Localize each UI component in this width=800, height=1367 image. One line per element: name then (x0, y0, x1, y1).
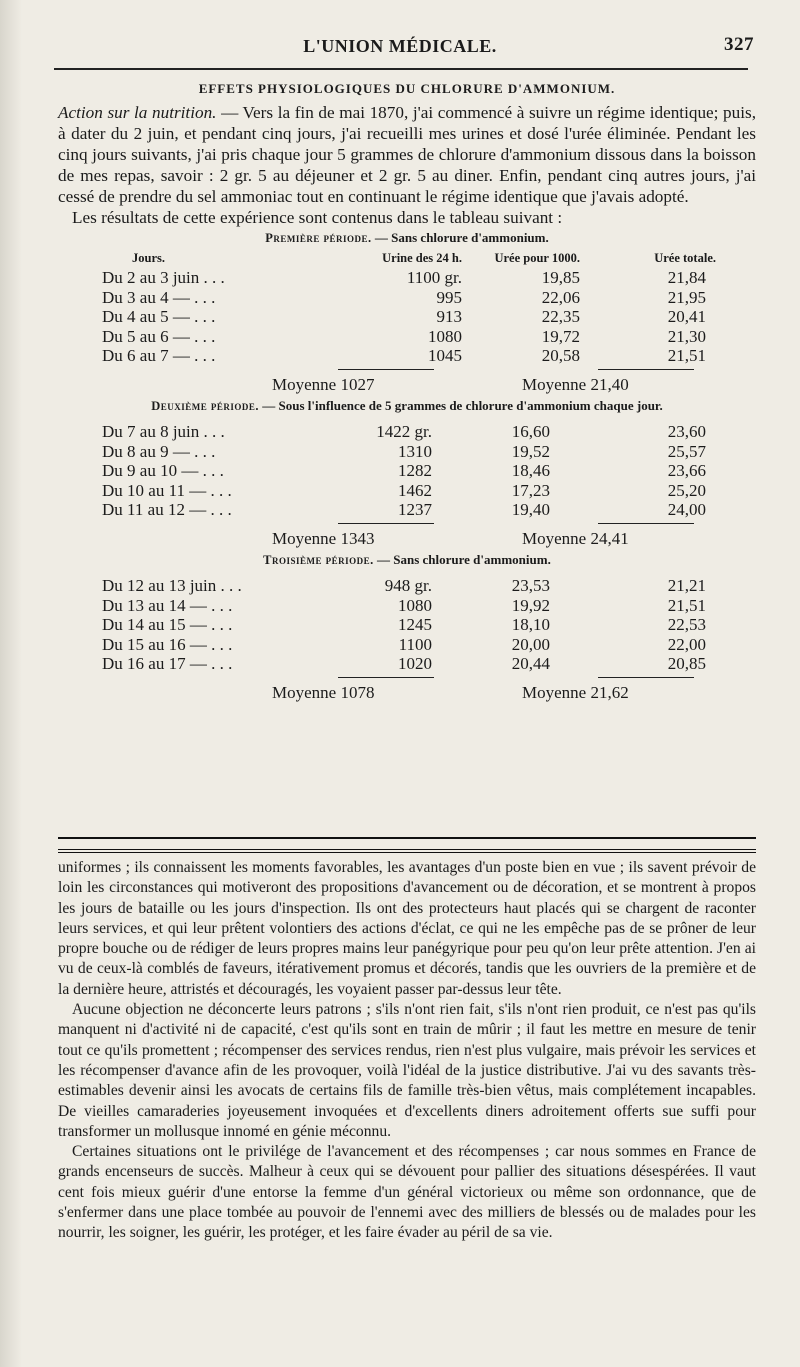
cell-uree: 22,35 (541, 307, 580, 327)
section-separator (58, 837, 756, 850)
cell-urine: 1237 (398, 500, 432, 520)
sum-rule (598, 369, 694, 370)
cell-urine: 1245 (398, 615, 432, 635)
period-description: — Sans chlorure d'ammonium. (373, 551, 551, 567)
cell-total: 23,66 (667, 461, 706, 481)
cell-total: 25,57 (667, 441, 706, 461)
running-head (58, 30, 754, 60)
cell-days: Du 7 au 8 juin . . . (102, 421, 225, 441)
sum-rule (598, 523, 694, 524)
sum-rule (338, 677, 434, 678)
feuilleton-paragraph: Certaines situations ont le privilége de l'avancement et des récompenses ; car nous sommes en France de grands encenseurs de succès. Malheur à ceux qui se dévouent pour pallier des situations désespérées. Il vaut cent fois mieux guérir d'une entorse la femme d'un général victorieux ou même son ordonnance, que de s'enfermer dans une place tombée au pouvoir de l'ennemi avec des milliers de blessés ou de malades pour les nourrir, les soigner, les guérir, les protéger, et les faire évader au péril de sa vie. (58, 1143, 756, 1242)
cell-days: Du 13 au 14 — . . . (102, 595, 233, 615)
period-table (58, 248, 756, 366)
period-label: Troisième période. (263, 552, 374, 567)
cell-urine: 1100 (398, 634, 432, 654)
table-row (58, 327, 756, 347)
period-heading (58, 228, 756, 248)
period-description: — Sans chlorure d'ammonium. (371, 230, 549, 245)
feuilleton-paragraph: uniformes ; ils connaissent les moments favorables, les avantages d'un poste bien en vue ; ils savent prévoir de loin les circonstances qui motiveront des propositions d'avancement ou de décoration, et se montrent à propos les jours de bataille ou les jours d'inspection. Ils ont des protecteurs haut placés qui se chargent de raconter leurs services, et qui leur prêtent volontiers des actions d'éclat, ce qui ne les empêche pas de se prôner de leur propre bouche ou de rédiger de leurs propres mains leur panégyrique pour peu qu'on leur prête attention. J'en ai vu de ceux-là comblés de faveurs, itérativement promus et décorés, tandis que les ouvriers de la première et de la dernière heure, attristés et découragés, les voyaient passer par-dessus leur tête. (58, 859, 756, 998)
cell-uree: 22,06 (541, 287, 580, 307)
average-total: Moyenne 21,40 (522, 374, 629, 394)
header-rule (54, 68, 748, 70)
cell-total: 21,21 (667, 575, 706, 595)
section-separator-thin (58, 852, 756, 853)
average-urine: Moyenne 1078 (272, 682, 375, 702)
cell-days: Du 16 au 17 — . . . (102, 654, 233, 674)
cell-days: Du 3 au 4 — . . . (102, 287, 216, 307)
cell-total: 23,60 (667, 421, 706, 441)
cell-days: Du 4 au 5 — . . . (102, 307, 216, 327)
cell-uree: 19,85 (541, 268, 580, 287)
cell-urine: 913 (436, 307, 462, 327)
cell-total: 20,41 (667, 307, 706, 327)
cell-uree: 18,46 (511, 461, 550, 481)
cell-days: Du 10 au 11 — . . . (102, 480, 232, 500)
table-row (58, 635, 756, 655)
average-row (58, 366, 756, 396)
period-label: Première période. (265, 231, 372, 245)
cell-total: 24,00 (667, 500, 706, 520)
cell-uree: 20,58 (541, 346, 580, 366)
table-row (58, 576, 756, 596)
cell-days: Du 14 au 15 — . . . (102, 615, 233, 635)
article-section (58, 78, 756, 704)
cell-total: 21,30 (667, 326, 706, 346)
header-urine: Urine des 24 h. (382, 250, 462, 265)
feuilleton-paragraph: Aucune objection ne déconcerte leurs patrons ; s'ils n'ont rien fait, s'ils n'ont rien produit, ce n'est pas qu'ils manquent ni d'activité ni de capacité, c'est qu'ils sont en train de mûrir ; il faut les mettre en mesure de tenir tout ce qu'ils promettent ; récompenser des services rendus, rien n'est plus vulgaire, mais prévoir les services et les récompenser d'avance afin de les provoquer, voilà l'idéal de la justice distributive. J'ai vu des savants très-estimables devenir ainsi les avocats de certains fils de famille très-bien vêtus, mais complétement incapables. De vieilles camaraderies joyeusement invoquées et d'excellents diners adroitement offerts sue suffi pour transformer un mollusque innomé en génie méconnu. (58, 1001, 756, 1140)
cell-uree: 23,53 (511, 575, 550, 595)
table-row (58, 654, 756, 674)
period-heading (58, 550, 756, 570)
table-row (58, 481, 756, 501)
cell-urine: 948 gr. (384, 575, 432, 595)
cell-total: 21,51 (667, 595, 706, 615)
feuilleton-section (58, 858, 756, 1244)
cell-urine: 995 (436, 287, 462, 307)
cell-urine: 1310 (398, 441, 432, 461)
table-row (58, 422, 756, 442)
cell-total: 22,00 (667, 634, 706, 654)
table-row (58, 346, 756, 366)
cell-uree: 20,44 (511, 654, 550, 674)
cell-urine: 1282 (398, 461, 432, 481)
article-title: EFFETS PHYSIOLOGIQUES DU CHLORURE D'AMMONIUM. (198, 81, 616, 96)
intro-paragraph (58, 102, 756, 207)
sum-rule (338, 523, 434, 524)
journal-title: L'UNION MÉDICALE. (303, 36, 497, 56)
page-number: 327 (724, 34, 754, 55)
table-row (58, 615, 756, 635)
table-header-row (58, 248, 756, 268)
cell-days: Du 6 au 7 — . . . (102, 346, 216, 366)
cell-total: 21,84 (667, 268, 706, 287)
cell-urine: 1080 (428, 326, 462, 346)
intro-lead: Action sur la nutrition. (58, 103, 217, 122)
cell-days: Du 12 au 13 juin . . . (102, 575, 242, 595)
period-description: — Sous l'influence de 5 grammes de chlorure d'ammonium chaque jour. (259, 397, 663, 413)
cell-days: Du 8 au 9 — . . . (102, 441, 216, 461)
average-urine: Moyenne 1027 (272, 374, 375, 394)
table-row (58, 288, 756, 308)
period-table (58, 576, 756, 674)
cell-total: 20,85 (667, 654, 706, 674)
average-row (58, 674, 756, 704)
sum-rule (598, 677, 694, 678)
average-total: Moyenne 24,41 (522, 528, 629, 548)
cell-total: 21,95 (667, 287, 706, 307)
period-table (58, 422, 756, 520)
cell-total: 21,51 (667, 346, 706, 366)
average-total: Moyenne 21,62 (522, 682, 629, 702)
cell-total: 22,53 (667, 615, 706, 635)
table-row (58, 268, 756, 288)
cell-urine: 1080 (398, 595, 432, 615)
cell-days: Du 9 au 10 — . . . (102, 461, 224, 481)
period-label: Deuxième période. (151, 398, 260, 413)
table-row (58, 500, 756, 520)
table-row (58, 442, 756, 462)
table-row (58, 461, 756, 481)
cell-uree: 16,60 (511, 421, 550, 441)
cell-uree: 20,00 (511, 634, 550, 654)
header-uree: Urée pour 1000. (494, 250, 580, 265)
cell-urine: 1045 (428, 346, 462, 366)
cell-days: Du 5 au 6 — . . . (102, 326, 216, 346)
cell-total: 25,20 (667, 480, 706, 500)
intro-body: — Vers la fin de mai 1870, j'ai commencé à suivre un régime identique; puis, à dater du 2 juin, et pendant cinq jours, j'ai recueilli mes urines et dosé l'urée éliminée. Pendant les cinq jours suivants, j'ai pris chaque jour 5 grammes de chlorure d'ammonium dissous dans la boisson de mes repas, savoir : 2 gr. 5 au déjeuner et 2 gr. 5 au diner. Enfin, pendant cinq autres jours, j'ai cessé de prendre du sel ammoniac tout en continuant le régime identique que j'avais adopté. (58, 103, 756, 206)
cell-uree: 19,92 (511, 595, 550, 615)
cell-days: Du 15 au 16 — . . . (102, 634, 233, 654)
cell-urine: 1020 (398, 654, 432, 674)
header-total: Urée totale. (654, 250, 716, 265)
sum-rule (338, 369, 434, 370)
cell-uree: 19,40 (511, 500, 550, 520)
cell-urine: 1100 gr. (406, 268, 462, 287)
cell-urine: 1462 (398, 480, 432, 500)
average-row (58, 520, 756, 550)
period-heading (58, 396, 756, 416)
cell-uree: 17,23 (511, 480, 550, 500)
cell-uree: 19,72 (541, 326, 580, 346)
cell-urine: 1422 gr. (376, 421, 432, 441)
average-urine: Moyenne 1343 (272, 528, 375, 548)
cell-days: Du 11 au 12 — . . . (102, 500, 232, 520)
cell-days: Du 2 au 3 juin . . . (102, 268, 225, 287)
table-row (58, 307, 756, 327)
results-intro: Les résultats de cette expérience sont contenus dans le tableau suivant : (72, 208, 563, 227)
header-days: Jours. (132, 250, 165, 265)
cell-uree: 19,52 (511, 441, 550, 461)
table-row (58, 596, 756, 616)
cell-uree: 18,10 (511, 615, 550, 635)
